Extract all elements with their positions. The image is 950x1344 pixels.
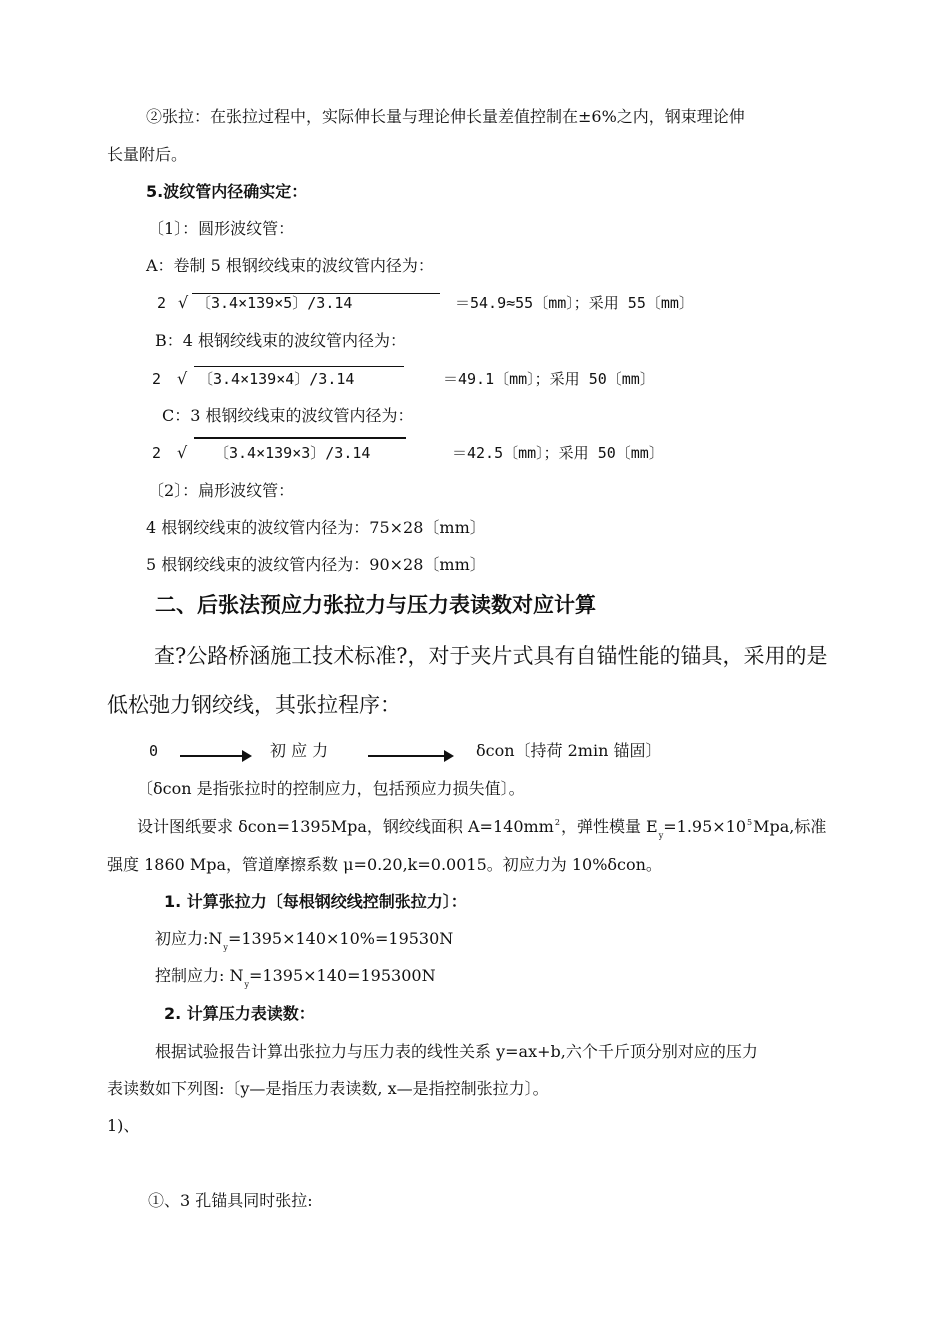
superscript: 2	[554, 818, 560, 827]
list-item: 1)、	[107, 1116, 140, 1135]
subsection-title: 〔2〕：扁形波纹管：	[148, 481, 295, 500]
text-run: =1395×140×10%=19530N	[227, 929, 454, 948]
paragraph-line: 4 根钢绞线束的波纹管内径为：75×28〔mm〕	[146, 518, 486, 537]
paragraph-line: 5 根钢绞线束的波纹管内径为：90×28〔mm〕	[146, 555, 486, 574]
subscript: y	[658, 831, 664, 840]
formula-result: ＝54.9≈55〔mm〕；采用 55〔mm〕	[455, 294, 694, 312]
formula-coefficient: 2	[157, 294, 167, 312]
text-run: 设计图纸要求 δcon=1395Mpa，钢绞线面积 A=140mm	[137, 817, 554, 836]
section-heading: 2. 计算压力表读数：	[164, 1004, 315, 1023]
subscript: y	[223, 943, 228, 952]
arrow-right-icon	[368, 755, 452, 757]
text-run: =1395×140=195300N	[249, 966, 436, 985]
paragraph-line: 查?公路桥涵施工技术标准?，对于夹片式具有自锚性能的锚具，采用的是	[154, 644, 828, 668]
section-heading: 5.波纹管内径确实定：	[146, 182, 308, 201]
procedure-start: 0	[149, 742, 159, 760]
arrow-right-icon	[180, 755, 250, 757]
sqrt-symbol: √	[178, 293, 189, 312]
paragraph-line: 低松弛力钢绞线，其张拉程序：	[107, 693, 401, 717]
note-line: 〔δcon 是指张拉时的控制应力，包括预应力损失值〕。	[137, 779, 525, 798]
formula-result: ＝42.5〔mm〕；采用 50〔mm〕	[452, 444, 664, 462]
formula-radicand: 〔3.4×139×4〕/3.14	[198, 370, 355, 388]
procedure-end: δcon〔持荷 2min 锚固〕	[476, 741, 662, 760]
paragraph-line	[137, 817, 826, 840]
text-run: Mpa,标准	[753, 817, 827, 836]
paragraph-line: 根据试验报告计算出张拉力与压力表的线性关系 y=ax+b,六个千斤顶分别对应的压力	[155, 1042, 758, 1061]
subsection-title: 〔1〕：圆形波纹管：	[148, 219, 295, 238]
procedure-step: 初 应 力	[270, 741, 329, 760]
list-item: ①、3 孔锚具同时张拉:	[148, 1191, 313, 1210]
radical-bar	[194, 437, 406, 439]
item-label: B：4 根钢绞线束的波纹管内径为：	[155, 331, 407, 350]
text-run: 控制应力: N	[155, 966, 244, 985]
paragraph-line: 表读数如下列图:〔y—是指压力表读数, x—是指控制张拉力〕。	[107, 1079, 549, 1098]
item-label: C：3 根钢绞线束的波纹管内径为：	[162, 406, 414, 425]
text-run: ，弹性模量 E	[560, 817, 658, 836]
formula-radicand: 〔3.4×139×5〕/3.14	[196, 294, 353, 312]
text-run: 初应力:N	[155, 929, 223, 948]
formula-radicand: 〔3.4×139×3〕/3.14	[214, 444, 371, 462]
text-run: =1.95×10	[663, 817, 747, 836]
paragraph-line: 长量附后。	[107, 145, 188, 164]
chapter-heading: 二、后张法预应力张拉力与压力表读数对应计算	[155, 593, 596, 617]
formula-line	[155, 966, 436, 989]
formula-coefficient: 2	[152, 370, 162, 388]
formula-line	[155, 929, 453, 952]
radical-bar	[194, 366, 404, 367]
superscript: 5	[747, 818, 753, 827]
sqrt-symbol: √	[177, 443, 188, 462]
sqrt-symbol: √	[177, 369, 188, 388]
item-label: A：卷制 5 根钢绞线束的波纹管内径为：	[146, 256, 434, 275]
subscript: y	[244, 980, 250, 989]
formula-result: ＝49.1〔mm〕；采用 50〔mm〕	[443, 370, 655, 388]
paragraph-line: ②张拉：在张拉过程中，实际伸长量与理论伸长量差值控制在±6%之内，钢束理论伸	[146, 107, 745, 126]
formula-coefficient: 2	[152, 444, 162, 462]
paragraph-line: 强度 1860 Mpa，管道摩擦系数 μ=0.20,k=0.0015。初应力为 10%δcon。	[107, 855, 662, 874]
section-heading: 1. 计算张拉力〔每根钢绞线控制张拉力〕：	[164, 892, 467, 911]
